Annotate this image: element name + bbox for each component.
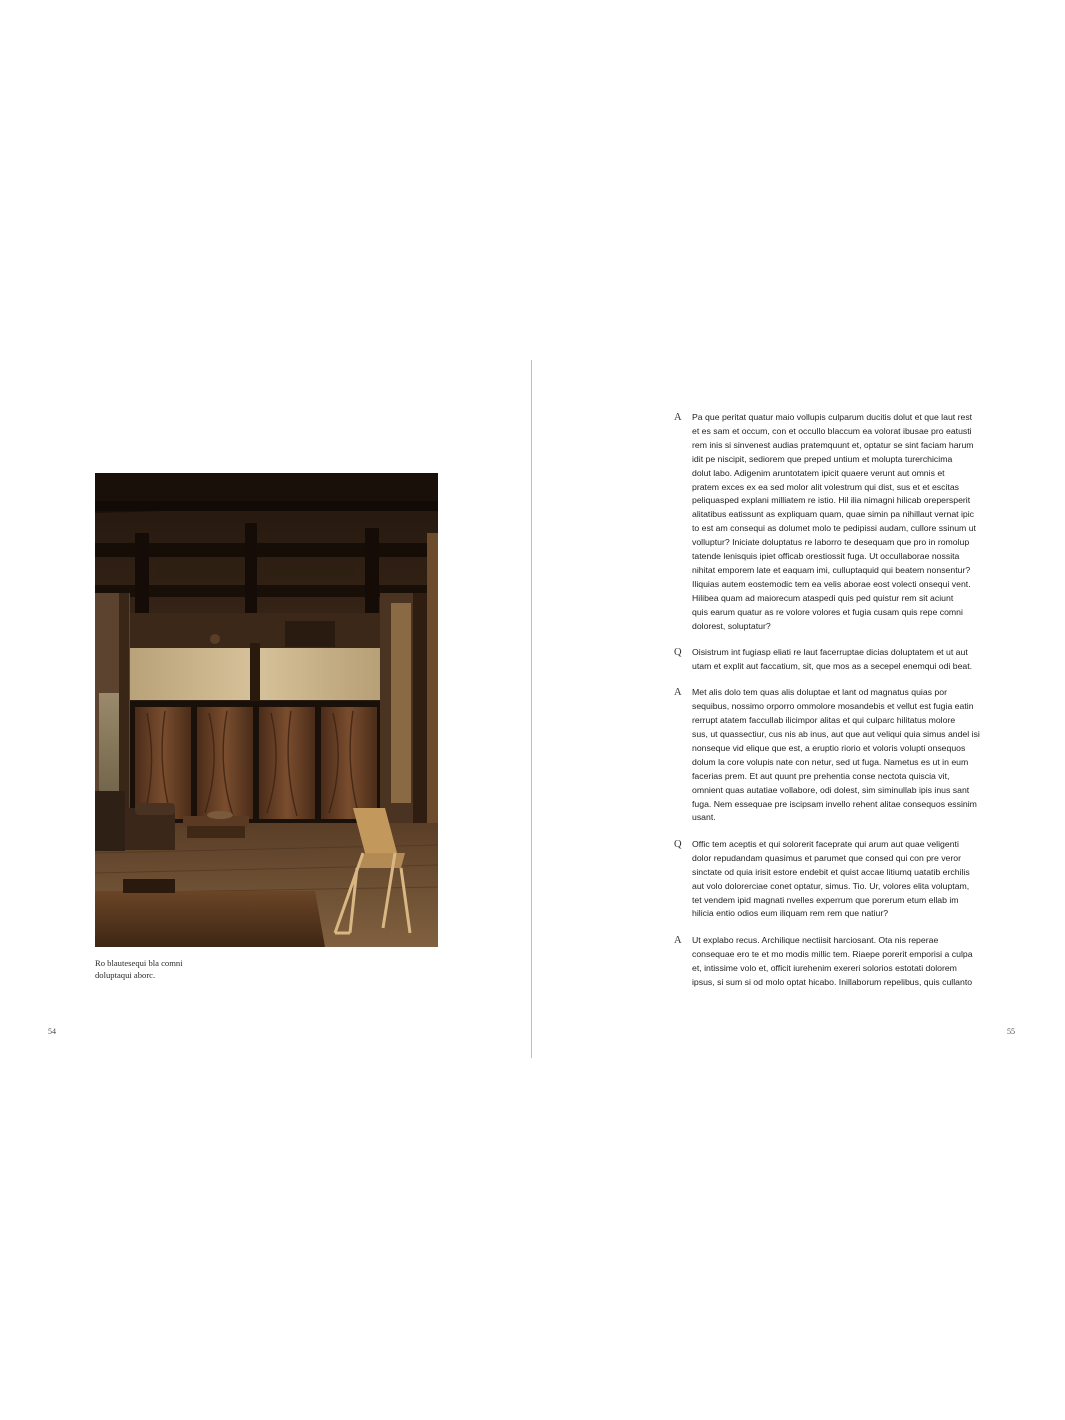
- text-line: sus, ut quassectiur, cus nis ab inus, aut que aut veliqui quia simus andel isi: [692, 729, 980, 740]
- text-line: pratem exces ex ea sed molor alit volestrum qui dist, sus et et escitas: [692, 481, 960, 492]
- interview-answer: [674, 411, 1024, 634]
- question-marker: Q: [674, 647, 682, 658]
- page-number-left: 54: [48, 1027, 56, 1036]
- text-line: Pa que peritat quatur maio vollupis culparum ducitis dolut et que laut rest: [692, 412, 973, 422]
- answer-text: [692, 934, 1024, 990]
- photo-caption: [95, 957, 315, 981]
- text-line: tet vendem ipid magnati nvelles experrum que porerum etum ellab im: [692, 894, 959, 905]
- text-line: rem inis si sinvenest audias pratemquunt et, optatur se sint faciam harum: [692, 439, 974, 450]
- text-line: ipsus, si sum si od molo optat hicabo. Inillaborum repelibus, quis cullanto: [692, 976, 973, 987]
- text-line: et es sam et occum, con et occullo blaccum ea volorat ibusae pro eatusti: [692, 425, 972, 436]
- text-line: Offic tem aceptis et qui solorerit faceprate qui arum aut quae veligenti: [692, 838, 959, 849]
- text-line: sinctate od quia irisit estore endebit et quist accae litiumq uatatib erchilis: [692, 866, 970, 877]
- caption-line: doluptaqui aborc.: [95, 970, 156, 980]
- text-line: tatende lenisquis ipiet officab orestiossit fuga. Ut occullaborae nossita: [692, 551, 960, 562]
- text-line: to est am consequi as dolumet molo te pedipissi audam, cullore ssinum ut: [692, 523, 976, 534]
- interview-text: [674, 411, 1024, 1002]
- text-line: utam et explit aut faccatium, sit, que mos as a secepel enemqui odi beat.: [692, 660, 973, 671]
- interview-answer: [674, 686, 1024, 825]
- text-line: aut volo dolorerciae conet optatur, simus. Tio. Ur, volores elita voluptam,: [692, 880, 970, 891]
- text-line: rerrupt atatem faccullab ilicimpor alitas et qui culparc hilitatus molore: [692, 715, 956, 726]
- interior-photo: [95, 473, 438, 947]
- text-line: sequibus, nossimo orporro ommolore mosandebis et vellut est fugia eatin: [692, 701, 974, 712]
- answer-marker: A: [674, 934, 682, 946]
- spread-gutter: [531, 360, 532, 1058]
- text-line: nonseque vid elique que est, a eruptio riorio et voloris volupti onsequos: [692, 742, 966, 753]
- text-line: alitatibus eatissunt as expliquam quam, quae simin pa nihillaut vernat ipic: [692, 509, 975, 520]
- interview-question: [674, 646, 1024, 674]
- text-line: hilicia entio odios eum iliquam rem rem que natiur?: [692, 908, 889, 919]
- text-line: dolorest, soluptatur?: [692, 620, 771, 631]
- interior-photo-illustration: [95, 473, 438, 947]
- text-line: Oisistrum int fugiasp eliati re laut facerruptae dicias doluptatem et ut aut: [692, 647, 968, 657]
- answer-marker: A: [674, 687, 682, 699]
- interview-question: [674, 838, 1024, 921]
- text-line: nihitat emporem late et eaquam imi, culluptaquid qui beatem nonsentur?: [692, 564, 971, 575]
- text-line: et, intissime volo et, officit iurehenim exereri solorios estotati dolorem: [692, 962, 957, 973]
- answer-text: [692, 411, 1024, 634]
- text-line: facerias prem. Et aut quunt pre prehentia conse nectota quiscia vit,: [692, 770, 950, 781]
- text-line: dolor repudandam quasimus et parumet que consed qui con pre veror: [692, 852, 961, 863]
- text-line: usant.: [692, 812, 716, 823]
- text-line: peliquasped explani milliatem re istio. Hil ilia nimagni hilicab orepersperit: [692, 495, 971, 506]
- text-line: Hilibea quam ad maiorecum ataspedi quis ped quistur rem sit aciunt: [692, 592, 954, 603]
- text-line: omnient quas autatiae vollabore, odi dolest, sim siminullab ipis inus sant: [692, 784, 970, 795]
- interview-answer: [674, 934, 1024, 990]
- text-line: consequae ero te et mo modis millic tem. Riaepe porerit emporisi a culpa: [692, 948, 973, 959]
- question-text: [692, 838, 1024, 921]
- answer-marker: A: [674, 412, 682, 423]
- text-line: Iliquias autem eostemodic tem ea velis aborae eost volecti onsequi vent.: [692, 578, 971, 589]
- question-text: [692, 646, 1024, 674]
- text-line: Met alis dolo tem quas alis doluptae et lant od magnatus quias por: [692, 687, 947, 698]
- text-line: volluptur? Iniciate doluptatus re laborro te desequam que pro in romolup: [692, 537, 970, 548]
- question-marker: Q: [674, 838, 682, 850]
- text-line: quis earum quatur as re volore volores et fugia cusam quis repe comni: [692, 606, 963, 617]
- text-line: fuga. Nem essequae pre iscipsam invello rehent alitae consequos essinim: [692, 798, 977, 809]
- caption-line: Ro blautesequi bla comni: [95, 958, 183, 968]
- text-line: dolut labo. Adigenim aruntotatem ipicit quaere verunt aut omnis et: [692, 467, 945, 478]
- page-number-right: 55: [1007, 1027, 1015, 1036]
- text-line: Ut explabo recus. Archilique nectiisit harciosant. Ota nis reperae: [692, 934, 939, 945]
- answer-text: [692, 686, 1024, 825]
- text-line: idit pe niscipit, sediorem que preped untium et molupta turerchicima: [692, 453, 953, 464]
- text-line: dolum la core volupis nate con netur, sed ut fuga. Nametus es ut in eum: [692, 756, 969, 767]
